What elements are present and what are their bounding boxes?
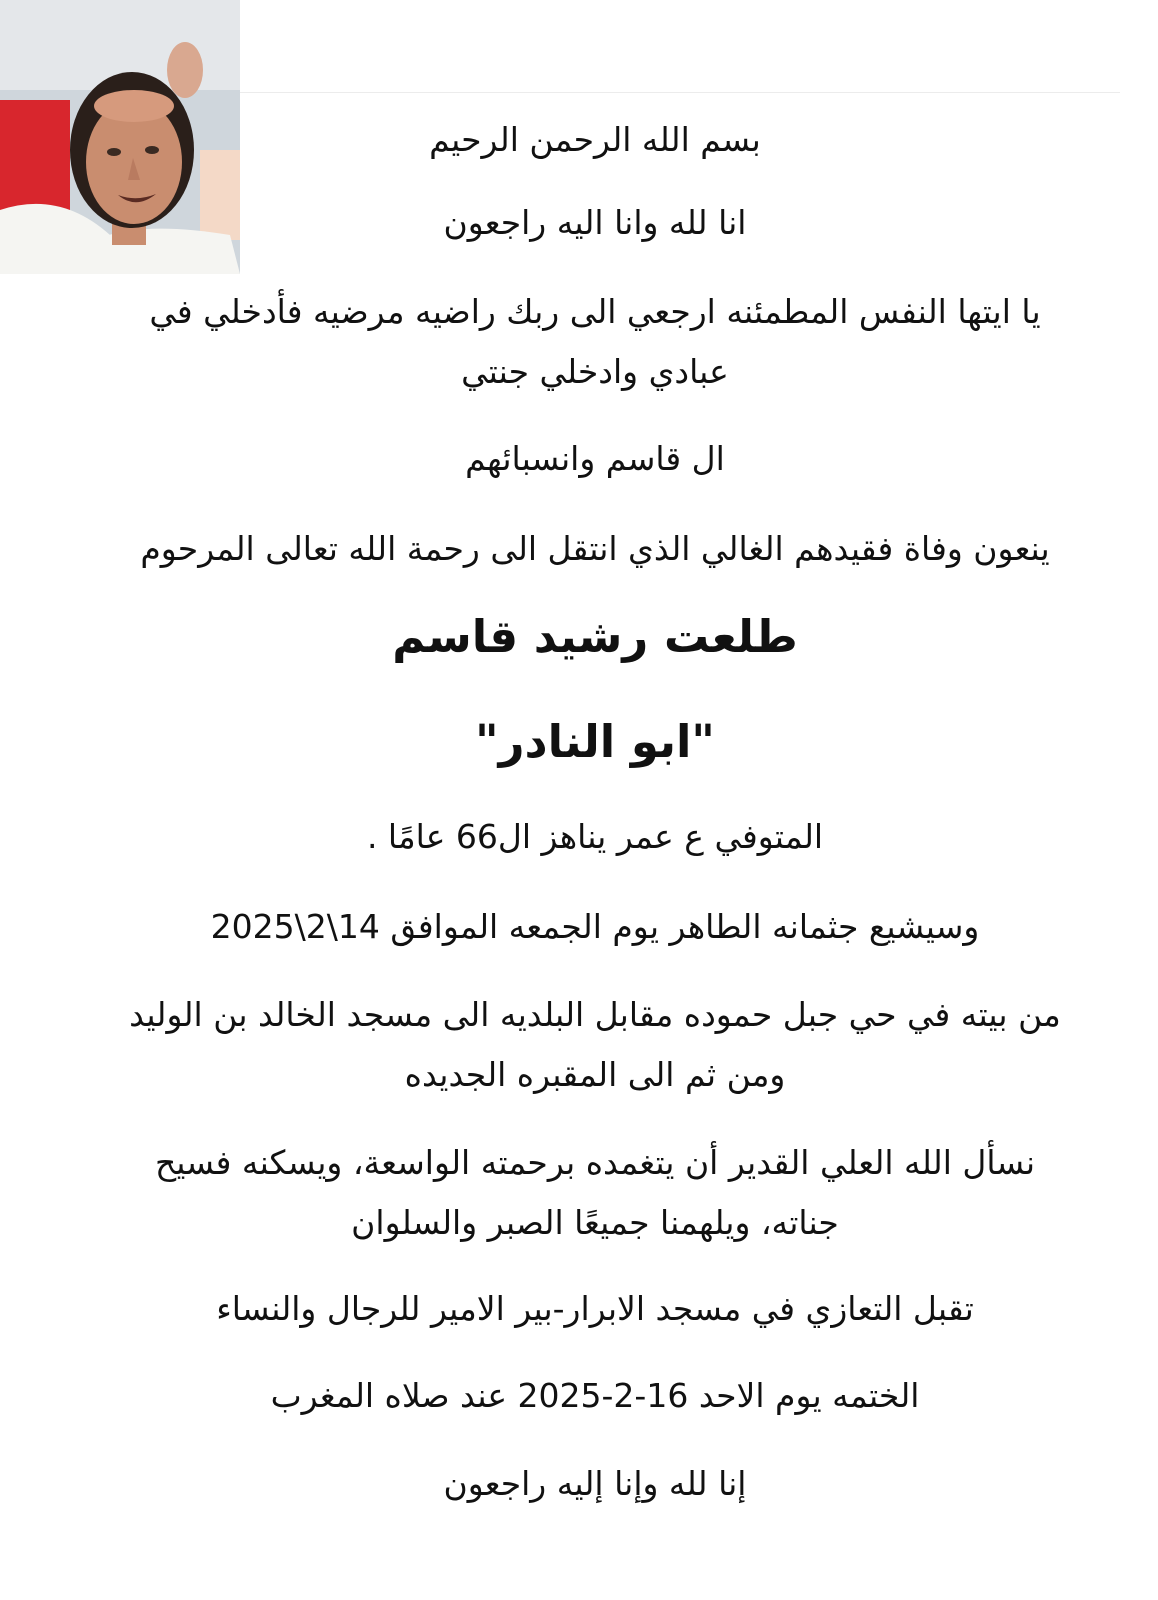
deceased-name: طلعت رشيد قاسم	[392, 610, 798, 663]
closing-phrase: إنا لله وإنا إليه راجعون	[443, 1464, 747, 1503]
family-name: ال قاسم وانسبائهم	[465, 439, 725, 478]
procession-route: من بيته في حي جبل حموده مقابل البلديه الى مسجد الخالد بن الوليد ومن ثم الى المقبره الجديده	[129, 995, 1061, 1094]
age-line: المتوفي ع عمر يناهز ال66 عامًا .	[366, 817, 824, 856]
condolences-location: تقبل التعازي في مسجد الابرار-بير الامير للرجال والنساء	[216, 1289, 974, 1328]
basmala: بسم الله الرحمن الرحيم	[429, 120, 761, 159]
inna-lillah-opening: انا لله وانا اليه راجعون	[443, 203, 747, 242]
funeral-date: وسيشيع جثمانه الطاهر يوم الجمعه الموافق 14\2\2025	[210, 907, 980, 946]
deceased-nickname: "ابو النادر"	[475, 715, 715, 768]
khatma-date: الختمه يوم الاحد 16-2-2025 عند صلاه المغرب	[270, 1376, 920, 1415]
quran-verse: يا ايتها النفس المطمئنه ارجعي الى ربك راضيه مرضيه فأدخلي في عبادي وادخلي جنتي	[149, 292, 1041, 391]
prayer: نسأل الله العلي القدير أن يتغمده برحمته الواسعة، ويسكنه فسيح جناته، ويلهمنا جميعًا الصبر والسلوان	[154, 1143, 1036, 1242]
announcement: ينعون وفاة فقيدهم الغالي الذي انتقل الى رحمة الله تعالى المرحوم	[140, 529, 1050, 568]
divider	[240, 92, 1120, 93]
